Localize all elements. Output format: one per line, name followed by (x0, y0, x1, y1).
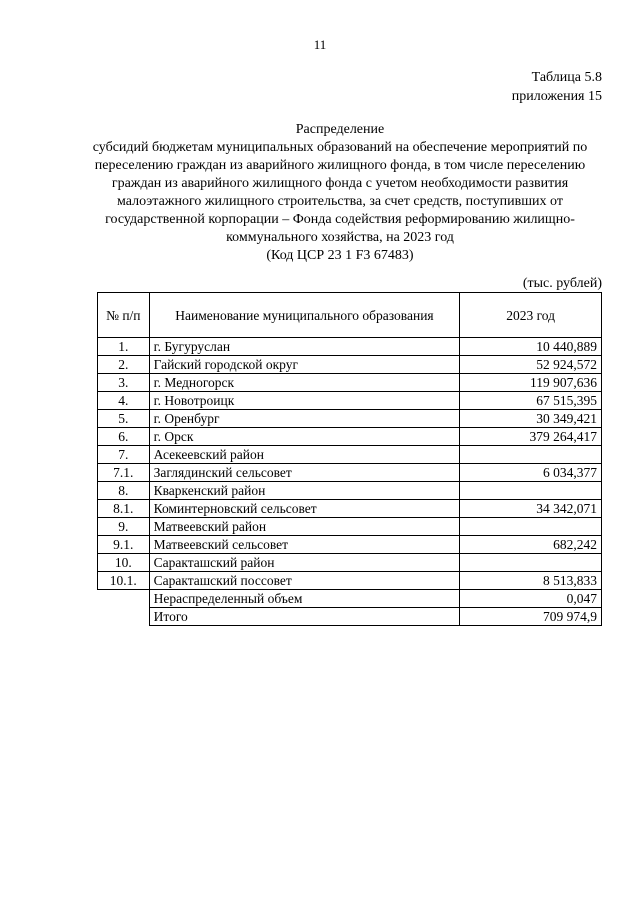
subsidy-amount: 52 924,572 (460, 356, 602, 374)
subsidy-amount: 67 515,395 (460, 392, 602, 410)
subsidy-amount: 6 034,377 (460, 464, 602, 482)
table-row (98, 554, 602, 572)
unallocated-row (98, 590, 602, 608)
appendix-annex-number: приложения 15 (511, 89, 602, 104)
title-heading: Распределение (295, 122, 385, 137)
municipality-name: Заглядинский сельсовет (149, 464, 460, 482)
table-row (98, 428, 602, 446)
table-row (98, 374, 602, 392)
subsidy-amount: 34 342,071 (460, 500, 602, 518)
table-row (98, 482, 602, 500)
row-number: 5. (98, 410, 150, 428)
row-number: 3. (98, 374, 150, 392)
subsidy-amount: 379 264,417 (460, 428, 602, 446)
municipality-name: г. Бугуруслан (149, 338, 460, 356)
table-header-row (98, 293, 602, 338)
row-number: 6. (98, 428, 150, 446)
municipality-name: Матвеевский сельсовет (149, 536, 460, 554)
row-number: 10. (98, 554, 150, 572)
table-row (98, 536, 602, 554)
unallocated-row-label: Нераспределенный объем (149, 590, 460, 608)
row-number-empty (98, 608, 150, 626)
document-title (80, 121, 600, 265)
distribution-table (97, 292, 602, 626)
row-number: 7.1. (98, 464, 150, 482)
appendix-reference (512, 68, 602, 106)
municipality-name: Коминтерновский сельсовет (149, 500, 460, 518)
municipality-name: Гайский городской округ (149, 356, 460, 374)
row-number: 8. (98, 482, 150, 500)
subsidy-amount (460, 554, 602, 572)
row-number: 2. (98, 356, 150, 374)
table-row (98, 356, 602, 374)
header-municipality: Наименование муниципального образования (149, 293, 460, 338)
total-row-label: Итого (149, 608, 460, 626)
unallocated-row-amount: 0,047 (460, 590, 602, 608)
row-number: 7. (98, 446, 150, 464)
table-row (98, 518, 602, 536)
title-body: субсидий бюджетам муниципальных образований на обеспечение мероприятий по переселению граждан из аварийного жилищного фонда, в том числе переселению граждан из аварийного жилищного фонда с учетом необходимости развития малоэтажного жилищного строительства, за счет средств, поступивших от государственной корпорации – Фонда содействия реформированию жилищно-коммунального хозяйства, на 2023 год (92, 140, 588, 245)
municipality-name: г. Новотроицк (149, 392, 460, 410)
municipality-name: г. Орск (149, 428, 460, 446)
row-number: 8.1. (98, 500, 150, 518)
subsidy-amount (460, 482, 602, 500)
subsidy-amount: 30 349,421 (460, 410, 602, 428)
total-row (98, 608, 602, 626)
budget-code: (Код ЦСР 23 1 F3 67483) (266, 248, 414, 263)
municipality-name: Кваркенский район (149, 482, 460, 500)
subsidy-amount: 119 907,636 (460, 374, 602, 392)
municipality-name: Асекеевский район (149, 446, 460, 464)
municipality-name: г. Оренбург (149, 410, 460, 428)
table-body (98, 338, 602, 626)
row-number: 9. (98, 518, 150, 536)
page-number: 11 (313, 37, 327, 52)
row-number-empty (98, 590, 150, 608)
header-number: № п/п (98, 293, 150, 338)
table-row (98, 338, 602, 356)
row-number: 1. (98, 338, 150, 356)
subsidy-amount (460, 518, 602, 536)
subsidy-amount: 10 440,889 (460, 338, 602, 356)
municipality-name: Матвеевский район (149, 518, 460, 536)
municipality-name: Саракташский район (149, 554, 460, 572)
table-row (98, 410, 602, 428)
table-row (98, 464, 602, 482)
table-row (98, 446, 602, 464)
header-year: 2023 год (460, 293, 602, 338)
row-number: 10.1. (98, 572, 150, 590)
table-row (98, 392, 602, 410)
row-number: 4. (98, 392, 150, 410)
table-row (98, 572, 602, 590)
table-row (98, 500, 602, 518)
subsidy-amount: 682,242 (460, 536, 602, 554)
row-number: 9.1. (98, 536, 150, 554)
appendix-table-number: Таблица 5.8 (531, 70, 602, 85)
units-label: (тыс. рублей) (522, 276, 602, 291)
municipality-name: г. Медногорск (149, 374, 460, 392)
subsidy-amount: 8 513,833 (460, 572, 602, 590)
subsidy-amount (460, 446, 602, 464)
total-row-amount: 709 974,9 (460, 608, 602, 626)
municipality-name: Саракташский поссовет (149, 572, 460, 590)
